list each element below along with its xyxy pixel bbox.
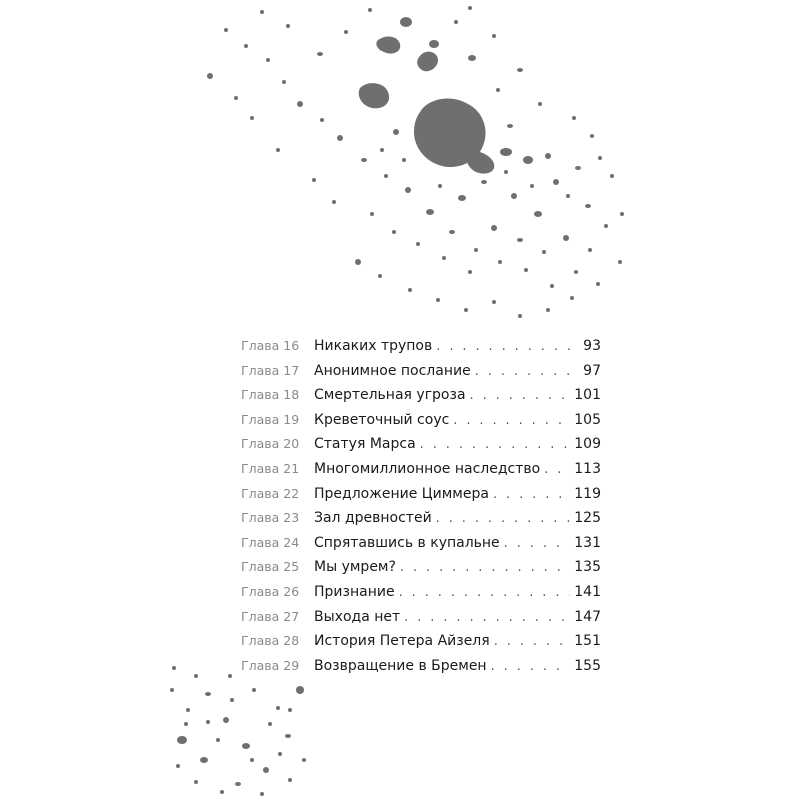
chapter-label: Глава 21 — [241, 460, 300, 476]
chapter-label: Глава 25 — [241, 559, 300, 575]
chapter-label: Глава 16 — [241, 338, 300, 353]
chapter-title: Признание — [314, 583, 395, 600]
dot-leader — [493, 487, 570, 502]
toc-entry[interactable] — [241, 387, 601, 412]
page-number: 131 — [574, 534, 601, 551]
dot-leader — [404, 610, 570, 625]
ink-splatter-top — [207, 6, 624, 318]
page-number: 147 — [574, 608, 601, 625]
chapter-title: Статуя Марса — [314, 436, 416, 453]
page-number: 155 — [574, 657, 601, 674]
toc-entry[interactable] — [241, 609, 601, 634]
chapter-title: Возвращение в Бремен — [314, 657, 487, 674]
chapter-title: Анонимное послание — [314, 362, 471, 379]
chapter-label: Глава 28 — [241, 633, 300, 649]
chapter-label: Глава 29 — [241, 657, 300, 673]
dot-leader — [436, 511, 571, 526]
toc-entry[interactable] — [241, 338, 601, 363]
toc-entry[interactable] — [241, 510, 601, 535]
toc-entry[interactable] — [241, 486, 601, 511]
dot-leader — [504, 536, 571, 551]
ink-splatter-bottom — [170, 666, 306, 796]
toc-entry[interactable] — [241, 412, 601, 437]
chapter-label: Глава 22 — [241, 485, 300, 501]
page-number: 141 — [574, 583, 601, 600]
dot-leader — [420, 437, 571, 452]
chapter-label: Глава 27 — [241, 608, 300, 624]
chapter-title: Смертельная угроза — [314, 387, 466, 404]
chapter-title: Мы умрем? — [314, 559, 396, 576]
chapter-title: Зал древностей — [314, 510, 432, 527]
dot-leader — [470, 388, 571, 403]
dot-leader — [491, 659, 571, 674]
page-number: 113 — [574, 460, 601, 477]
toc-entry[interactable] — [241, 658, 601, 683]
chapter-title: Креветочный соус — [314, 411, 450, 428]
page-number: 125 — [574, 510, 601, 527]
dot-leader — [436, 339, 575, 354]
page-number: 101 — [574, 387, 601, 404]
page-number: 151 — [574, 633, 601, 650]
toc-entry[interactable] — [241, 461, 601, 486]
chapter-title: Предложение Циммера — [314, 485, 489, 502]
chapter-label: Глава 24 — [241, 534, 300, 550]
chapter-label: Глава 18 — [241, 387, 300, 403]
page-number: 119 — [574, 485, 601, 502]
chapter-title: Спрятавшись в купальне — [314, 534, 500, 551]
dot-leader — [400, 560, 570, 575]
chapter-label: Глава 17 — [241, 362, 300, 378]
chapter-title: Выхода нет — [314, 608, 401, 625]
toc-entry[interactable] — [241, 584, 601, 609]
toc-entry[interactable] — [241, 559, 601, 584]
dot-leader — [453, 413, 570, 428]
dot-leader — [494, 634, 571, 649]
chapter-title: Многомиллионное наследство — [314, 460, 541, 477]
chapter-label: Глава 26 — [241, 583, 300, 599]
page-number: 109 — [574, 436, 601, 453]
chapter-label: Глава 19 — [241, 411, 300, 427]
table-of-contents — [241, 338, 601, 682]
dot-leader — [544, 462, 570, 477]
chapter-label: Глава 20 — [241, 436, 300, 452]
toc-entry[interactable] — [241, 633, 601, 658]
toc-entry[interactable] — [241, 436, 601, 461]
chapter-title: Никаких трупов — [314, 338, 433, 354]
chapter-title: История Петера Айзеля — [314, 633, 490, 650]
dot-leader — [399, 585, 571, 600]
page-number: 97 — [583, 362, 601, 379]
dot-leader — [475, 364, 575, 379]
page-number: 105 — [574, 411, 601, 428]
toc-entry[interactable] — [241, 535, 601, 560]
page-number: 93 — [583, 338, 601, 354]
chapter-label: Глава 23 — [241, 510, 300, 526]
toc-entry[interactable] — [241, 363, 601, 388]
page-number: 135 — [574, 559, 601, 576]
